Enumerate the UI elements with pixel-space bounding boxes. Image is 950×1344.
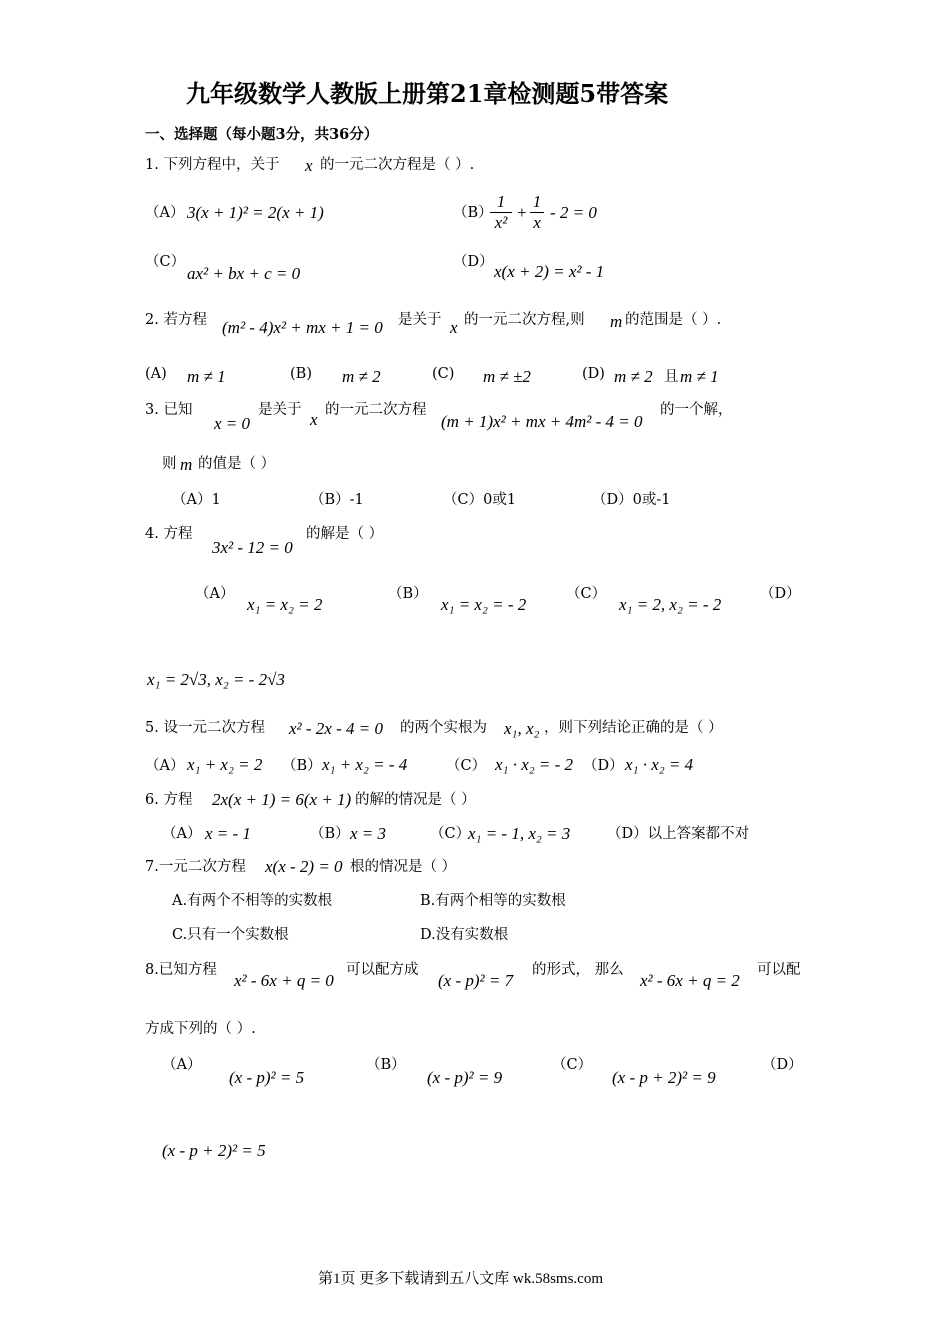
q3-option-d: （D）0或-1 [592, 492, 671, 508]
q5-option-d-label: （D） [583, 758, 624, 774]
q1-b-frac2-den: x [530, 212, 544, 233]
q4-stem-2: 的解是（ ） [306, 526, 384, 542]
q7-stem: 7.一元二次方程 [145, 859, 246, 875]
q6-stem: 6. 方程 [145, 792, 193, 808]
q5-stem: 5. 设一元二次方程 [145, 720, 265, 736]
q8-stem-3: 的形式， 那么 [532, 962, 624, 978]
q3-equation-2: (m + 1)x² + mx + 4m² - 4 = 0 [441, 412, 643, 431]
q7-option-b: B.有两个相等的实数根 [420, 893, 566, 909]
q8-option-c-label: （C） [552, 1057, 593, 1073]
q5-option-a: x₁ + x₂ = 2 [187, 755, 263, 774]
q2-option-b: m ≠ 2 [342, 367, 381, 386]
q8-option-b-label: （B） [366, 1057, 406, 1073]
q6-option-a-label: （A） [162, 826, 202, 842]
q1-option-a: 3(x + 1)² = 2(x + 1) [187, 203, 324, 222]
q2-option-d-1: m ≠ 2 [614, 367, 653, 386]
q3-var-x: x [310, 410, 318, 429]
page-footer: 第1页 更多下载请到五八文库 wk.58sms.com [318, 1271, 604, 1287]
q1-option-b-label: （B） [453, 205, 493, 221]
q5-option-c: x₁ · x₂ = - 2 [495, 755, 574, 774]
q1-option-d-label: （D） [453, 254, 494, 270]
q7-option-a: A.有两个不相等的实数根 [172, 893, 333, 909]
q3-line2-a: 则 [162, 456, 177, 472]
q8-option-a-label: （A） [162, 1057, 202, 1073]
q4-option-c: x₁ = 2, x₂ = - 2 [619, 595, 722, 614]
q4-option-b: x₁ = x₂ = - 2 [441, 595, 527, 614]
q4-equation: 3x² - 12 = 0 [212, 538, 293, 557]
q2-option-c-label: (C) [432, 366, 455, 382]
q2-stem-3: 的一元二次方程,则 [464, 312, 585, 328]
q7-option-d: D.没有实数根 [420, 927, 509, 943]
q5-stem-2: 的两个实根为 [400, 720, 487, 736]
q2-option-d-label: (D) [582, 366, 605, 382]
q6-option-a: x = - 1 [205, 824, 251, 843]
q1-b-rest: - 2 = 0 [550, 203, 597, 222]
q1-option-c: ax² + bx + c = 0 [187, 264, 301, 283]
q3-stem-2: 是关于 [258, 402, 302, 418]
q5-option-a-label: （A） [145, 758, 185, 774]
q3-stem: 3. 已知 [145, 402, 193, 418]
q5-option-d: x₁ · x₂ = 4 [625, 755, 694, 774]
q1-option-c-label: （C） [145, 254, 186, 270]
q8-option-b: (x - p)² = 9 [427, 1068, 503, 1087]
q2-stem-2: 是关于 [398, 312, 442, 328]
q8-option-c: (x - p + 2)² = 9 [612, 1068, 716, 1087]
q1-b-frac1-num: 1 [496, 192, 506, 211]
q1-b-frac2-num: 1 [532, 192, 542, 211]
q6-option-b: x = 3 [350, 824, 387, 843]
q5-equation: x² - 2x - 4 = 0 [289, 719, 383, 738]
q7-stem-2: 根的情况是（ ） [350, 859, 457, 875]
q8-stem: 8.已知方程 [145, 962, 217, 978]
q4-stem: 4. 方程 [145, 526, 193, 542]
q5-option-b: x₁ + x₂ = - 4 [322, 755, 408, 774]
q6-option-d: （D）以上答案都不对 [607, 826, 750, 842]
q1-b-frac1-den: x² [490, 212, 512, 233]
q1-stem: 1. 下列方程中，关于 [145, 157, 280, 173]
q8-stem-4: 可以配 [757, 962, 801, 978]
q2-var-x: x [450, 318, 458, 337]
q3-option-a: （A）1 [172, 492, 221, 508]
q6-option-c-label: （C） [430, 826, 471, 842]
q3-stem-4: 的一个解， [660, 402, 733, 418]
q2-option-c: m ≠ ±2 [483, 367, 531, 386]
q6-equation: 2x(x + 1) = 6(x + 1) [212, 790, 352, 809]
q4-option-c-label: （C） [566, 586, 607, 602]
q2-stem: 2. 若方程 [145, 312, 207, 328]
q3-stem-3: 的一元二次方程 [325, 402, 427, 418]
q8-stem-2: 可以配方成 [346, 962, 419, 978]
q8-option-a: (x - p)² = 5 [229, 1068, 305, 1087]
q5-option-c-label: （C） [446, 758, 487, 774]
q6-stem-2: 的解的情况是（ ） [355, 792, 476, 808]
q4-option-b-label: （B） [388, 586, 428, 602]
q3-option-c: （C）0或1 [443, 492, 517, 508]
q5-option-b-label: （B） [282, 758, 322, 774]
q1-option-a-label: （A） [145, 205, 185, 221]
q7-option-c: C.只有一个实数根 [172, 927, 289, 943]
q6-option-c: x₁ = - 1, x₂ = 3 [468, 824, 571, 843]
q1-b-plus: + [516, 203, 528, 222]
q2-option-d-2: m ≠ 1 [680, 367, 719, 386]
page-title: 九年级数学人教版上册第21章检测题5带答案 [186, 79, 669, 108]
q8-equation-3: x² - 6x + q = 2 [640, 971, 740, 990]
q2-stem-4: 的范围是（ ）. [625, 312, 722, 328]
q6-option-b-label: （B） [310, 826, 350, 842]
q8-equation-2: (x - p)² = 7 [438, 971, 514, 990]
q7-equation: x(x - 2) = 0 [265, 857, 343, 876]
q1-option-d: x(x + 2) = x² - 1 [494, 262, 605, 281]
q8-line2: 方成下列的（ ）. [145, 1021, 256, 1037]
q2-option-b-label: (B) [290, 366, 312, 382]
q1-stem-end: 的一元二次方程是（ ）. [320, 157, 475, 173]
q4-option-d: x₁ = 2√3, x₂ = - 2√3 [147, 670, 285, 689]
q4-option-d-label: （D） [760, 586, 801, 602]
q3-equation-1: x = 0 [214, 414, 251, 433]
q4-option-a-label: （A） [195, 586, 235, 602]
q2-equation: (m² - 4)x² + mx + 1 = 0 [222, 318, 383, 337]
q5-stem-3: ，则下列结论正确的是（ ） [544, 720, 723, 736]
q2-option-d-and: 且 [664, 369, 679, 385]
q4-option-a: x₁ = x₂ = 2 [247, 595, 323, 614]
q2-option-a: m ≠ 1 [187, 367, 226, 386]
q3-line2-b: 的值是（ ） [198, 456, 276, 472]
q2-var-m: m [610, 312, 623, 331]
q3-option-b: （B）-1 [310, 492, 364, 508]
q1-option-b-fraction-2 [530, 192, 544, 233]
q2-option-a-label: (A) [145, 366, 167, 382]
q8-option-d: (x - p + 2)² = 5 [162, 1141, 266, 1160]
q3-line2-var: m [180, 455, 193, 474]
q1-var: x [305, 156, 313, 175]
q8-equation-1: x² - 6x + q = 0 [234, 971, 334, 990]
q1-option-b-fraction-1 [490, 192, 512, 233]
q8-option-d-label: （D） [762, 1057, 803, 1073]
q5-roots: x₁, x₂ [504, 719, 540, 738]
section-heading: 一、选择题（每小题3分，共36分） [145, 126, 379, 143]
